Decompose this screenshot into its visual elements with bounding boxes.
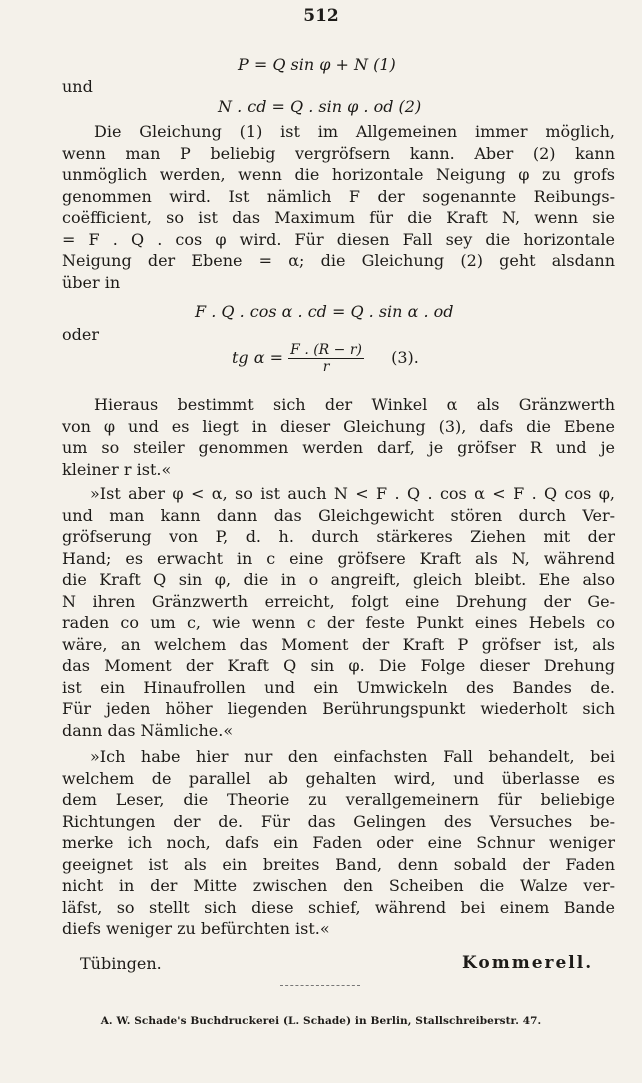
paragraph-line: Richtungen der de. Für das Gelingen des Versuches be-	[62, 811, 615, 831]
paragraph-line: geeignet ist als ein breites Band, denn sobald der Faden	[62, 854, 615, 874]
paragraph-line: coëfficient, so ist das Maximum für die Kraft N, wenn sie	[62, 208, 615, 227]
paragraph-line: Für jeden höher liegenden Berührungspunkt wiederholt sich	[62, 699, 615, 718]
paragraph-line: = F . Q . cos φ wird. Für diesen Fall sey die horizontale	[62, 229, 615, 249]
paragraph-line: ist ein Hinaufrollen und ein Umwickeln des Bandes de.	[62, 677, 615, 697]
paragraph-line: raden co um c, wie wenn c der feste Punkt eines Hebels co	[62, 613, 615, 632]
fraction-denominator: r	[322, 359, 330, 375]
paragraph-line: Die Gleichung (1) ist im Allgemeinen immer möglich,	[94, 122, 615, 141]
equation-3-fraction	[288, 342, 364, 375]
paragraph-line: welchem de parallel ab gehalten wird, und überlasse es	[62, 768, 615, 788]
paragraph-line: die Kraft Q sin φ, die in o angreift, gleich bleibt. Ehe also	[62, 570, 615, 589]
paragraph-line: Hand; es erwacht in c eine gröfsere Kraft als N, während	[62, 548, 615, 568]
paragraph-line: läfst, so stellt sich diese schief, während bei einem Bande	[62, 897, 615, 917]
fraction-numerator: F . (R − r)	[290, 342, 363, 358]
paragraph-line: genommen wird. Ist nämlich F der sogenannte Reibungs-	[62, 186, 615, 206]
equation-3-tag: (3).	[391, 348, 419, 367]
paragraph-line: kleiner r ist.«	[62, 459, 172, 479]
place-of-writing: Tübingen.	[80, 954, 162, 973]
paragraph-line: diefs weniger zu befürchten ist.«	[62, 919, 330, 938]
equation-3	[232, 342, 419, 375]
paragraph-line: und man kann dann das Gleichgewicht stören durch Ver-	[62, 505, 615, 525]
paragraph-line: über in	[62, 272, 121, 292]
paragraph-line: Neigung der Ebene = α; die Gleichung (2) geht alsdann	[62, 251, 615, 270]
paragraph-line: Hieraus bestimmt sich der Winkel α als Gränzwerth	[94, 395, 615, 414]
printer-imprint: A. W. Schade's Buchdruckerei (L. Schade) in Berlin, Stallschreiberstr. 47.	[100, 1015, 542, 1027]
paragraph-line: »Ist aber φ < α, so ist auch N < F . Q . cos α < F . Q cos φ,	[90, 484, 615, 503]
paragraph-line: N ihren Gränzwerth erreicht, folgt eine Drehung der Ge-	[62, 591, 615, 611]
equation-1: P = Q sin φ + N (1)	[238, 55, 396, 74]
conjunction-oder: oder	[62, 325, 99, 344]
paragraph-line: dann das Nämliche.«	[62, 720, 234, 740]
paragraph-line: unmöglich werden, wenn die horizontale Neigung φ zu grofs	[62, 165, 615, 184]
paragraph-line: gröfserung von P, d. h. durch stärkeres Ziehen mit der	[62, 527, 615, 546]
paragraph-line: von φ und es liegt in dieser Gleichung (3), dafs die Ebene	[62, 416, 615, 436]
paragraph-line: dem Leser, die Theorie zu verallgemeinern für beliebige	[62, 790, 615, 809]
paragraph-line: wäre, an welchem das Moment der Kraft P gröfser ist, als	[62, 634, 615, 654]
paragraph-line: um so steiler genommen werden darf, je gröfser R und je	[62, 438, 615, 457]
equation-2: N . cd = Q . sin φ . od (2)	[218, 97, 422, 116]
paragraph-line: »Ich habe hier nur den einfachsten Fall behandelt, bei	[90, 747, 615, 766]
paragraph-line: das Moment der Kraft Q sin φ. Die Folge dieser Drehung	[62, 656, 615, 675]
page-number: 512	[303, 6, 339, 26]
paragraph-line: nicht in der Mitte zwischen den Scheiben die Walze ver-	[62, 876, 615, 895]
paragraph-4	[62, 746, 615, 940]
separator-line	[280, 985, 360, 986]
paragraph-1	[62, 121, 615, 293]
conjunction-und: und	[62, 77, 93, 96]
equation-3-lhs: tg α =	[232, 348, 284, 367]
equation-4: F . Q . cos α . cd = Q . sin α . od	[195, 302, 454, 321]
paragraph-3	[62, 483, 615, 741]
author-signature: Kommerell.	[462, 953, 594, 973]
paragraph-line: merke ich noch, dafs ein Faden oder eine Schnur weniger	[62, 833, 615, 852]
paragraph-line: wenn man P beliebig vergröfsern kann. Aber (2) kann	[62, 143, 615, 163]
paragraph-2	[62, 394, 615, 480]
